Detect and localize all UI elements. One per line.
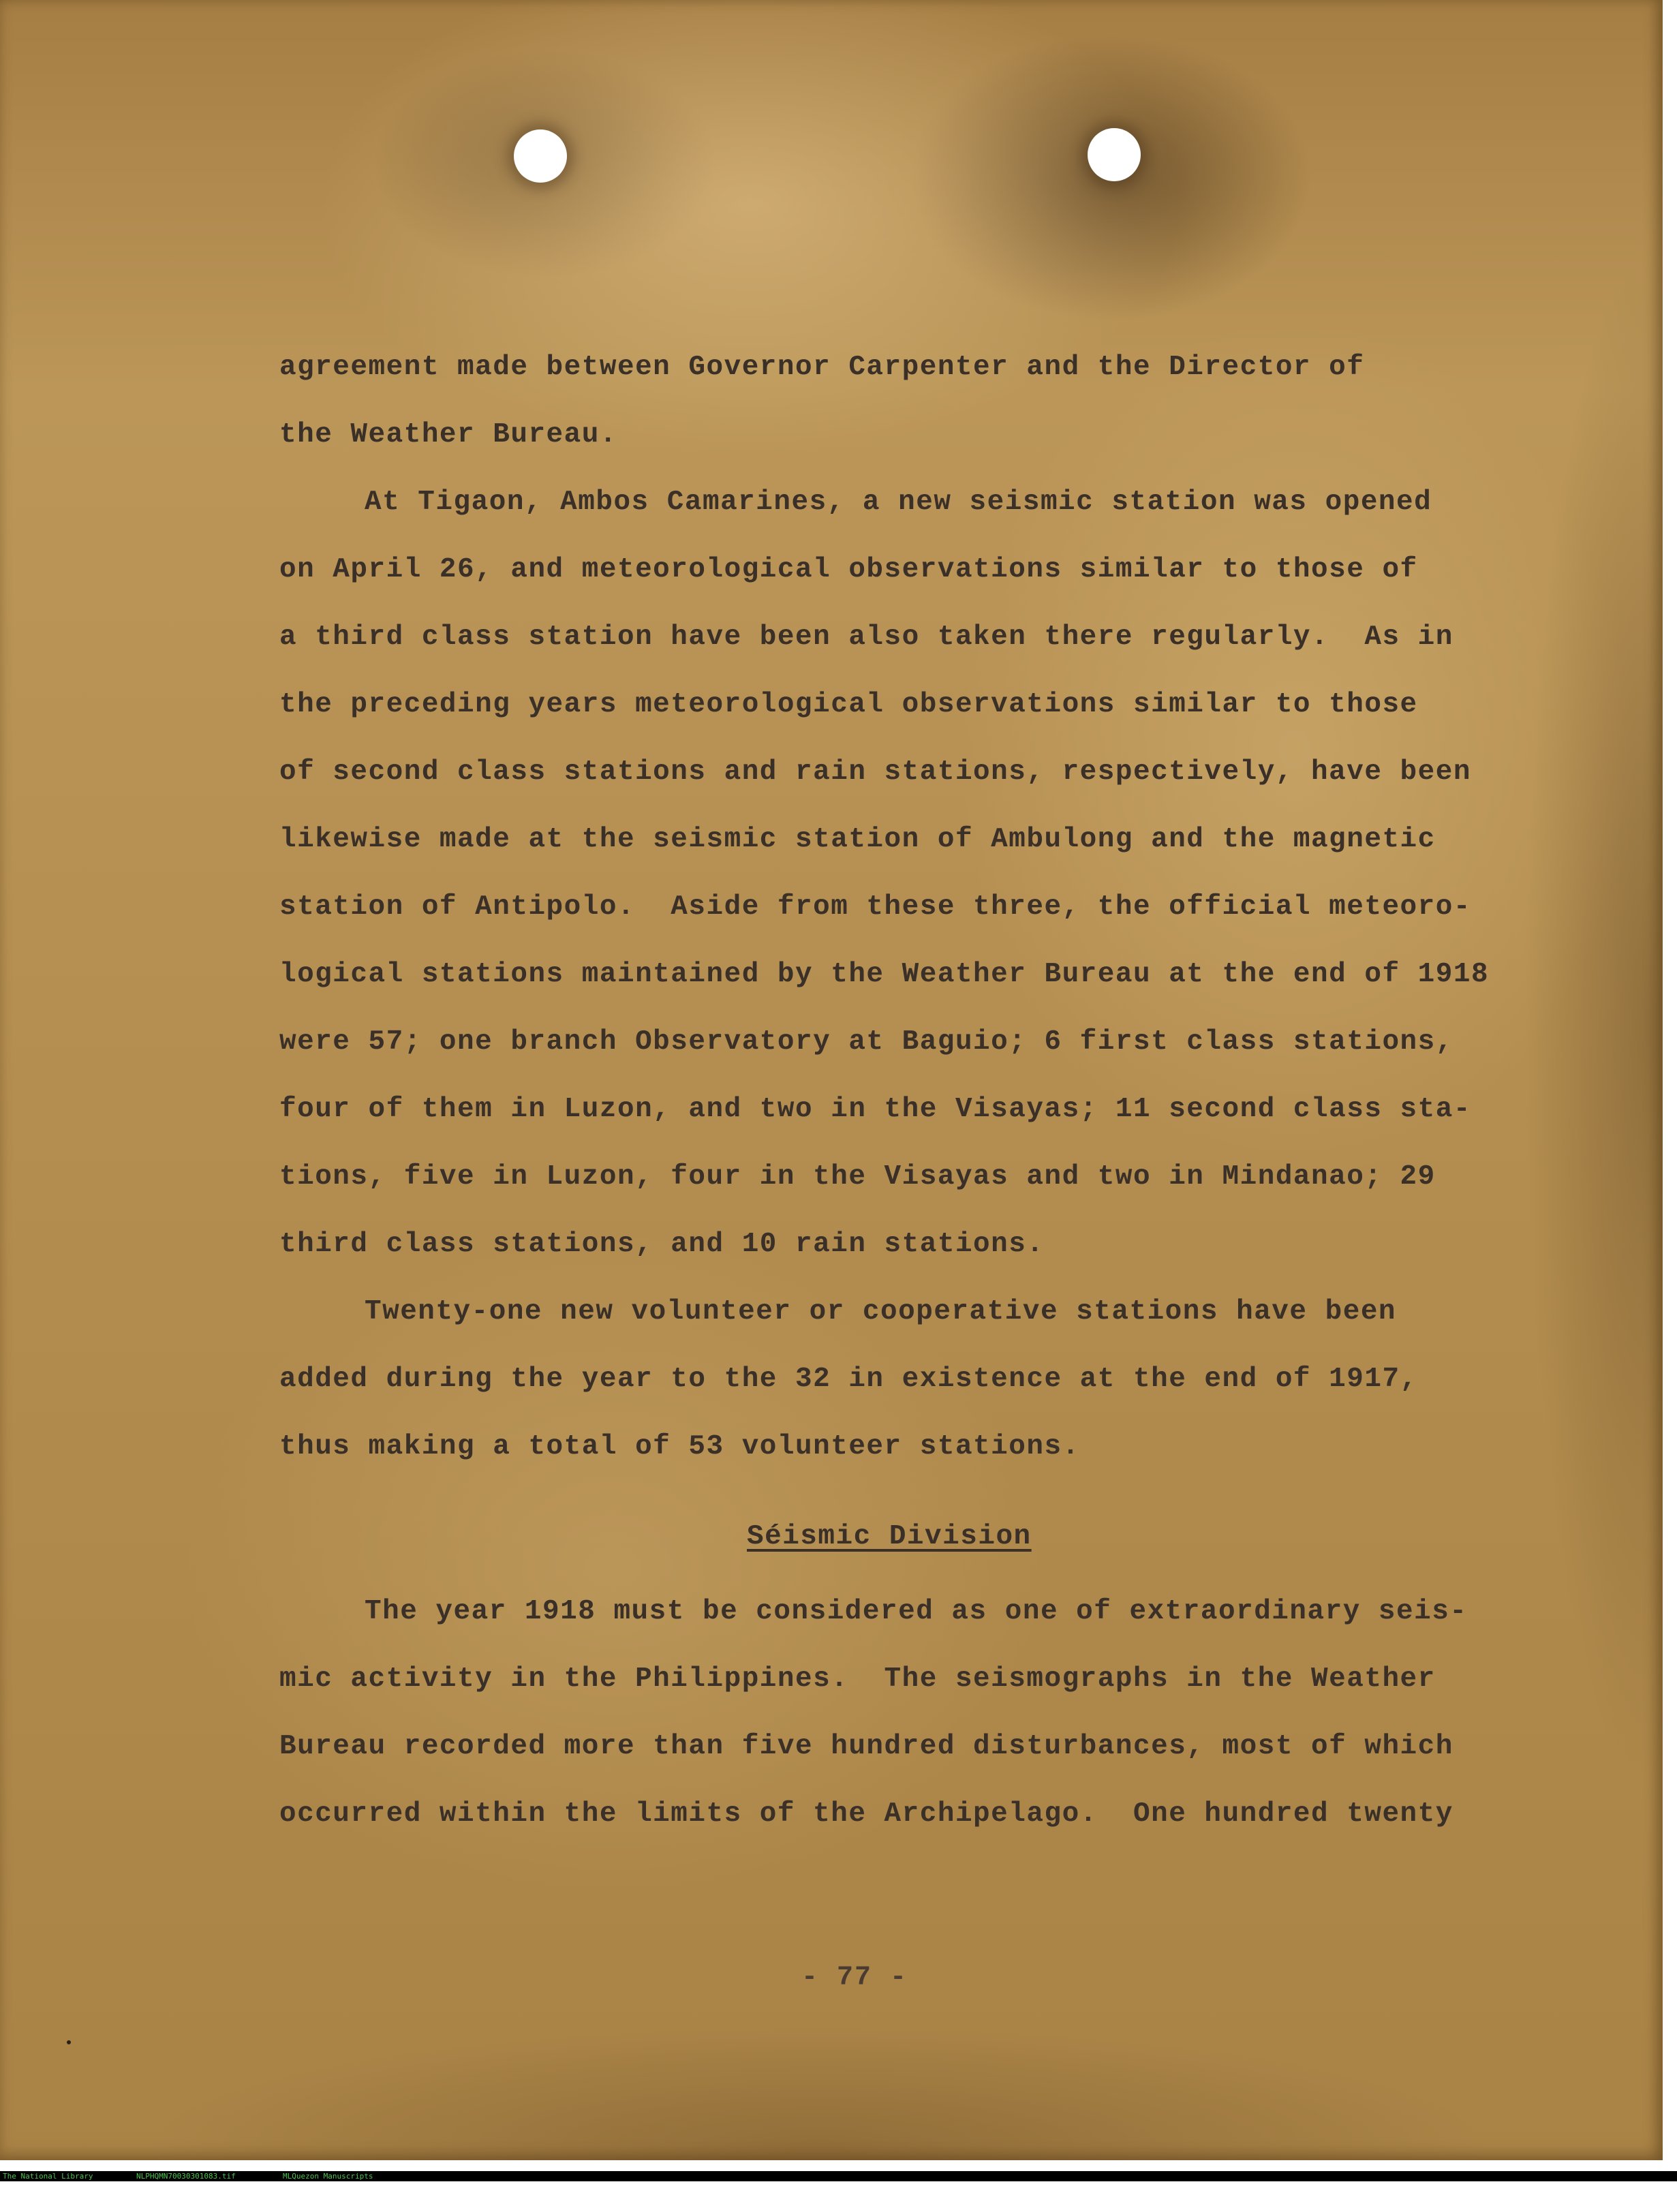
text-line: At Tigaon, Ambos Camarines, a new seismic station was opened [365, 487, 1432, 518]
footer-library: The National Library [3, 2172, 93, 2181]
section-heading: Séismic Division [747, 1521, 1032, 1552]
scan-footer-bar [0, 2171, 1677, 2181]
text-line: Twenty-one new volunteer or cooperative stations have been [365, 1296, 1397, 1327]
text-line: the Weather Bureau. [279, 419, 617, 450]
text-line: of second class stations and rain stations, respectively, have been [279, 756, 1471, 788]
text-line: likewise made at the seismic station of Ambulong and the magnetic [279, 824, 1436, 855]
ink-speck [67, 2040, 71, 2044]
text-line: Bureau recorded more than five hundred disturbances, most of which [279, 1731, 1453, 1762]
text-line: station of Antipolo. Aside from these three, the official meteoro- [279, 891, 1471, 923]
text-line: thus making a total of 53 volunteer stations. [279, 1431, 1080, 1462]
punch-hole-left [514, 129, 567, 183]
text-line: a third class station have been also taken there regularly. As in [279, 621, 1453, 653]
text-line: mic activity in the Philippines. The seismographs in the Weather [279, 1663, 1436, 1695]
text-line: added during the year to the 32 in existence at the end of 1917, [279, 1364, 1418, 1395]
text-line: logical stations maintained by the Weather Bureau at the end of 1918 [279, 959, 1490, 990]
punch-hole-right [1088, 128, 1141, 181]
page-number: - 77 - [801, 1963, 908, 1993]
text-line: the preceding years meteorological observations similar to those [279, 689, 1418, 720]
text-line: agreement made between Governor Carpenter and the Director of [279, 352, 1365, 383]
footer-file: NLPHQMN70030301083.tif [136, 2172, 236, 2181]
text-line: were 57; one branch Observatory at Baguio; 6 first class stations, [279, 1026, 1453, 1058]
text-line: tions, five in Luzon, four in the Visayas and two in Mindanao; 29 [279, 1161, 1436, 1193]
text-line: on April 26, and meteorological observations similar to those of [279, 554, 1418, 585]
footer-collection: MLQuezon Manuscripts [283, 2172, 373, 2181]
body-text-top [279, 334, 1499, 1481]
body-text-bottom [279, 1578, 1499, 1848]
text-line: four of them in Luzon, and two in the Visayas; 11 second class sta- [279, 1094, 1471, 1125]
text-line: The year 1918 must be considered as one of extraordinary seis- [365, 1596, 1468, 1627]
text-line: occurred within the limits of the Archipelago. One hundred twenty [279, 1798, 1453, 1830]
text-line: third class stations, and 10 rain stations. [279, 1229, 1045, 1260]
